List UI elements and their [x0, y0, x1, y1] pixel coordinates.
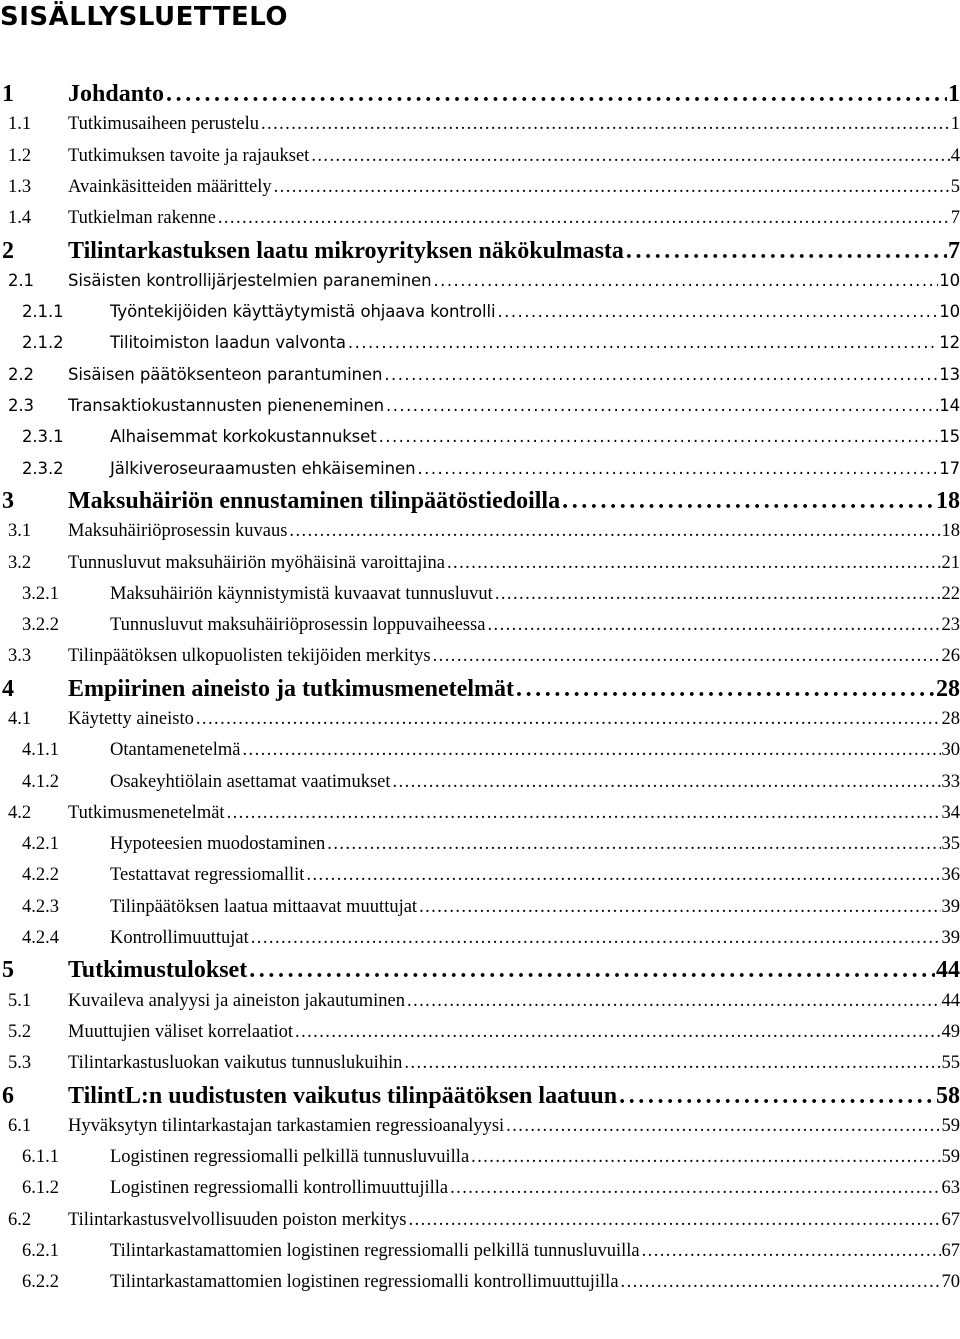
toc-entry-level1[interactable] — [0, 78, 960, 110]
toc-entry-number: 2 — [2, 238, 14, 264]
toc-entry-title: Maksuhäiriöprosessin kuvaus — [68, 521, 288, 541]
toc-entry-page: 10 — [939, 302, 960, 321]
toc-entry-number: 6.2 — [8, 1210, 32, 1230]
toc-entry-title: Testattavat regressiomallit — [110, 865, 305, 885]
toc-entry-level2[interactable] — [0, 266, 960, 296]
toc-dot-leader — [619, 1080, 935, 1112]
toc-entry-page: 36 — [941, 865, 960, 885]
toc-entry-page: 14 — [939, 396, 960, 415]
toc-entry-page: 17 — [939, 459, 960, 478]
toc-entry-level3[interactable] — [0, 1142, 960, 1172]
toc-entry-title: Tilinpäätöksen laatua mittaavat muuttujat — [110, 897, 418, 917]
toc-entry-level3[interactable] — [0, 860, 960, 890]
toc-entry-page: 1 — [948, 81, 960, 107]
toc-entry-page: 1 — [950, 114, 960, 134]
toc-dot-leader — [393, 767, 941, 797]
toc-entry-title: Tilintarkastusluokan vaikutus tunnuslukuihin — [68, 1053, 403, 1073]
toc-entry-page: 12 — [939, 333, 960, 352]
toc-entry-page: 55 — [941, 1053, 960, 1073]
toc-entry-page: 23 — [941, 615, 960, 635]
toc-entry-level2[interactable] — [0, 641, 960, 671]
toc-entry-level3[interactable] — [0, 1236, 960, 1266]
toc-dot-leader — [433, 641, 941, 671]
toc-entry-title: Tilintarkastusvelvollisuuden poiston merkitys — [68, 1210, 407, 1230]
toc-entry-page: 39 — [941, 897, 960, 917]
toc-entry-number: 4.2 — [8, 803, 32, 823]
toc-entry-number: 3.2.1 — [22, 584, 59, 604]
toc-entry-title: Tilintarkastuksen laatu mikroyrityksen näkökulmasta — [68, 238, 624, 264]
toc-dot-leader — [289, 516, 940, 546]
toc-entry-number: 2.1.2 — [22, 333, 64, 352]
toc-dot-leader — [384, 360, 938, 390]
toc-entry-title: Hypoteesien muodostaminen — [110, 834, 326, 854]
toc-dot-leader — [417, 454, 938, 484]
toc-entry-page: 67 — [941, 1241, 960, 1261]
toc-dot-leader — [306, 860, 940, 890]
toc-entry-number: 4.1 — [8, 709, 32, 729]
toc-entry-title: Käytetty aineisto — [68, 709, 194, 729]
toc-entry-level2[interactable] — [0, 986, 960, 1016]
toc-entry-number: 6.1 — [8, 1116, 32, 1136]
toc-entry-number: 2.3.1 — [22, 427, 64, 446]
toc-entry-page: 21 — [941, 553, 960, 573]
toc-entry-level3[interactable] — [0, 328, 960, 358]
toc-entry-level3[interactable] — [0, 892, 960, 922]
toc-entry-number: 5.2 — [8, 1022, 32, 1042]
toc-entry-page: 4 — [950, 146, 960, 166]
toc-dot-leader — [471, 1142, 940, 1172]
toc-entry-level2[interactable] — [0, 704, 960, 734]
toc-dot-leader — [506, 1111, 940, 1141]
toc-entry-title: Tilintarkastamattomien logistinen regressiomalli pelkillä tunnusluvuilla — [110, 1241, 640, 1261]
toc-entry-number: 4.1.1 — [22, 740, 59, 760]
toc-entry-level1[interactable] — [0, 485, 960, 517]
toc-dot-leader — [408, 1205, 940, 1235]
toc-entry-page: 5 — [950, 177, 960, 197]
toc-entry-page: 30 — [941, 740, 960, 760]
toc-entry-level2[interactable] — [0, 548, 960, 578]
toc-entry-number: 4.1.2 — [22, 772, 59, 792]
toc-entry-level3[interactable] — [0, 767, 960, 797]
toc-entry-title: TilintL:n uudistusten vaikutus tilinpäätöksen laatuun — [68, 1083, 618, 1109]
toc-entry-page: 10 — [939, 271, 960, 290]
toc-entry-page: 59 — [941, 1147, 960, 1167]
toc-entry-title: Transaktiokustannusten pieneneminen — [68, 396, 385, 415]
toc-entry-title: Hyväksytyn tilintarkastajan tarkastamien regressioanalyysi — [68, 1116, 505, 1136]
toc-entry-title: Tilintarkastamattomien logistinen regressiomalli kontrollimuuttujilla — [110, 1272, 619, 1292]
toc-entry-page: 7 — [948, 238, 960, 264]
toc-entry-page: 59 — [941, 1116, 960, 1136]
toc-dot-leader — [626, 235, 947, 267]
toc-entry-level2[interactable] — [0, 1048, 960, 1078]
toc-dot-leader — [379, 422, 939, 452]
toc-entry-title: Kuvaileva analyysi ja aineiston jakautuminen — [68, 991, 406, 1011]
toc-entry-title: Tilinpäätöksen ulkopuolisten tekijöiden merkitys — [68, 646, 431, 666]
toc-entry-page: 35 — [941, 834, 960, 854]
toc-entry-title: Maksuhäiriön käynnistymistä kuvaavat tunnusluvut — [110, 584, 493, 604]
toc-entry-level2[interactable] — [0, 516, 960, 546]
toc-entry-number: 1.1 — [8, 114, 32, 134]
toc-dot-leader — [196, 704, 941, 734]
toc-dot-leader — [450, 1173, 940, 1203]
toc-dot-leader — [166, 78, 947, 110]
toc-entry-number: 5.3 — [8, 1053, 32, 1073]
toc-entry-level2[interactable] — [0, 360, 960, 390]
toc-entry-page: 67 — [941, 1210, 960, 1230]
toc-entry-number: 3.1 — [8, 521, 32, 541]
toc-entry-page: 18 — [941, 521, 960, 541]
toc-entry-level1[interactable] — [0, 235, 960, 267]
toc-entry-title: Tutkimustulokset — [68, 957, 248, 983]
toc-dot-leader — [497, 297, 938, 327]
toc-dot-leader — [447, 548, 941, 578]
toc-entry-page: 18 — [936, 488, 960, 514]
toc-entry-level3[interactable] — [0, 422, 960, 452]
toc-dot-leader — [419, 892, 940, 922]
toc-entry-title: Kontrollimuuttujat — [110, 928, 249, 948]
toc-entry-level3[interactable] — [0, 1267, 960, 1297]
toc-entry-title: Alhaisemmat korkokustannukset — [110, 427, 377, 446]
toc-entry-number: 6.2.2 — [22, 1272, 59, 1292]
toc-entry-number: 4 — [2, 676, 14, 702]
toc-entry-title: Maksuhäiriön ennustaminen tilinpäätöstiedoilla — [68, 488, 561, 514]
toc-dot-leader — [218, 203, 950, 233]
toc-dot-leader — [642, 1236, 941, 1266]
toc-entry-page: 28 — [936, 676, 960, 702]
toc-entry-title: Logistinen regressiomalli kontrollimuuttujilla — [110, 1178, 449, 1198]
toc-entry-title: Muuttujien väliset korrelaatiot — [68, 1022, 294, 1042]
toc-dot-leader — [295, 1017, 940, 1047]
toc-entry-number: 2.3.2 — [22, 459, 64, 478]
toc-entry-level2[interactable] — [0, 172, 960, 202]
toc-entry-level3[interactable] — [0, 829, 960, 859]
toc-entry-level3[interactable] — [0, 579, 960, 609]
toc-dot-leader — [251, 923, 941, 953]
toc-entry-level3[interactable] — [0, 610, 960, 640]
toc-entry-page: 22 — [941, 584, 960, 604]
toc-entry-title: Tutkimusmenetelmät — [68, 803, 225, 823]
toc-entry-title: Avainkäsitteiden määrittely — [68, 177, 272, 197]
toc-entry-page: 13 — [939, 365, 960, 384]
toc-entry-number: 3.2.2 — [22, 615, 59, 635]
toc-dot-leader — [495, 579, 941, 609]
toc-entry-number: 4.2.2 — [22, 865, 59, 885]
toc-entry-page: 28 — [941, 709, 960, 729]
toc-entry-level3[interactable] — [0, 923, 960, 953]
toc-entry-page: 63 — [941, 1178, 960, 1198]
toc-entry-level2[interactable] — [0, 1111, 960, 1141]
toc-entry-level3[interactable] — [0, 454, 960, 484]
toc-entry-number: 2.1 — [8, 271, 34, 290]
toc-entry-number: 4.2.3 — [22, 897, 59, 917]
toc-entry-page: 26 — [941, 646, 960, 666]
page-title: SISÄLLYSLUETTELO — [0, 2, 288, 32]
toc-entry-level2[interactable] — [0, 1017, 960, 1047]
toc-entry-number: 1.4 — [8, 208, 32, 228]
toc-entry-number: 5.1 — [8, 991, 32, 1011]
toc-dot-leader — [261, 109, 950, 139]
toc-entry-page: 34 — [941, 803, 960, 823]
toc-entry-title: Johdanto — [68, 81, 165, 107]
toc-dot-leader — [227, 798, 941, 828]
toc-entry-page: 33 — [941, 772, 960, 792]
toc-entry-level3[interactable] — [0, 1173, 960, 1203]
toc-entry-title: Sisäisen päätöksenteon parantuminen — [68, 365, 383, 384]
toc-dot-leader — [516, 673, 935, 705]
toc-entry-page: 44 — [936, 957, 960, 983]
toc-entry-level1[interactable] — [0, 954, 960, 986]
toc-entry-number: 6 — [2, 1083, 14, 1109]
toc-entry-title: Tutkimuksen tavoite ja rajaukset — [68, 146, 310, 166]
toc-entry-page: 39 — [941, 928, 960, 948]
toc-dot-leader — [562, 485, 935, 517]
toc-entry-level3[interactable] — [0, 297, 960, 327]
toc-entry-title: Jälkiveroseuraamusten ehkäiseminen — [110, 459, 416, 478]
toc-entry-title: Osakeyhtiölain asettamat vaatimukset — [110, 772, 391, 792]
toc-entry-number: 3.2 — [8, 553, 32, 573]
toc-entry-page: 49 — [941, 1022, 960, 1042]
toc-entry-level3[interactable] — [0, 735, 960, 765]
toc-dot-leader — [274, 172, 950, 202]
toc-entry-title: Empiirinen aineisto ja tutkimusmenetelmät — [68, 676, 514, 702]
toc-dot-leader — [386, 391, 938, 421]
toc-entry-title: Tilitoimiston laadun valvonta — [110, 333, 346, 352]
toc-entry-number: 2.2 — [8, 365, 34, 384]
toc-dot-leader — [621, 1267, 941, 1297]
toc-entry-level1[interactable] — [0, 673, 960, 705]
toc-entry-level2[interactable] — [0, 141, 960, 171]
toc-dot-leader — [487, 610, 940, 640]
toc-entry-number: 1.3 — [8, 177, 32, 197]
toc-dot-leader — [407, 986, 940, 1016]
toc-entry-number: 6.1.2 — [22, 1178, 59, 1198]
toc-dot-leader — [327, 829, 940, 859]
toc-entry-number: 1.2 — [8, 146, 32, 166]
toc-entry-level2[interactable] — [0, 1205, 960, 1235]
toc-entry-page: 44 — [941, 991, 960, 1011]
toc-entry-number: 2.3 — [8, 396, 34, 415]
toc-entry-number: 5 — [2, 957, 14, 983]
toc-entry-level1[interactable] — [0, 1080, 960, 1112]
toc-entry-title: Otantamenetelmä — [110, 740, 241, 760]
toc-entry-page: 58 — [936, 1083, 960, 1109]
toc-entry-title: Tutkimusaiheen perustelu — [68, 114, 259, 134]
toc-entry-title: Logistinen regressiomalli pelkillä tunnusluvuilla — [110, 1147, 470, 1167]
toc-dot-leader — [404, 1048, 940, 1078]
toc-entry-level2[interactable] — [0, 109, 960, 139]
toc-entry-level2[interactable] — [0, 203, 960, 233]
toc-entry-number: 6.2.1 — [22, 1241, 59, 1261]
toc-dot-leader — [348, 328, 938, 358]
toc-entry-page: 70 — [941, 1272, 960, 1292]
toc-entry-number: 1 — [2, 81, 14, 107]
toc-entry-number: 3.3 — [8, 646, 32, 666]
toc-dot-leader — [311, 141, 949, 171]
toc-entry-number: 4.2.4 — [22, 928, 59, 948]
toc-entry-title: Sisäisten kontrollijärjestelmien paraneminen — [68, 271, 432, 290]
toc-entry-level2[interactable] — [0, 391, 960, 421]
toc-entry-page: 7 — [950, 208, 960, 228]
toc-dot-leader — [249, 954, 935, 986]
toc-entry-title: Työntekijöiden käyttäytymistä ohjaava kontrolli — [110, 302, 496, 321]
toc-entry-title: Tunnusluvut maksuhäiriöprosessin loppuvaiheessa — [110, 615, 486, 635]
toc-entry-number: 6.1.1 — [22, 1147, 59, 1167]
toc-entry-page: 15 — [939, 427, 960, 446]
toc-entry-title: Tutkielman rakenne — [68, 208, 216, 228]
toc-dot-leader — [433, 266, 938, 296]
toc-dot-leader — [242, 735, 940, 765]
toc-entry-number: 4.2.1 — [22, 834, 59, 854]
toc-entry-number: 2.1.1 — [22, 302, 64, 321]
toc-entry-title: Tunnusluvut maksuhäiriön myöhäisinä varoittajina — [68, 553, 445, 573]
toc-entry-level2[interactable] — [0, 798, 960, 828]
toc-entry-number: 3 — [2, 488, 14, 514]
